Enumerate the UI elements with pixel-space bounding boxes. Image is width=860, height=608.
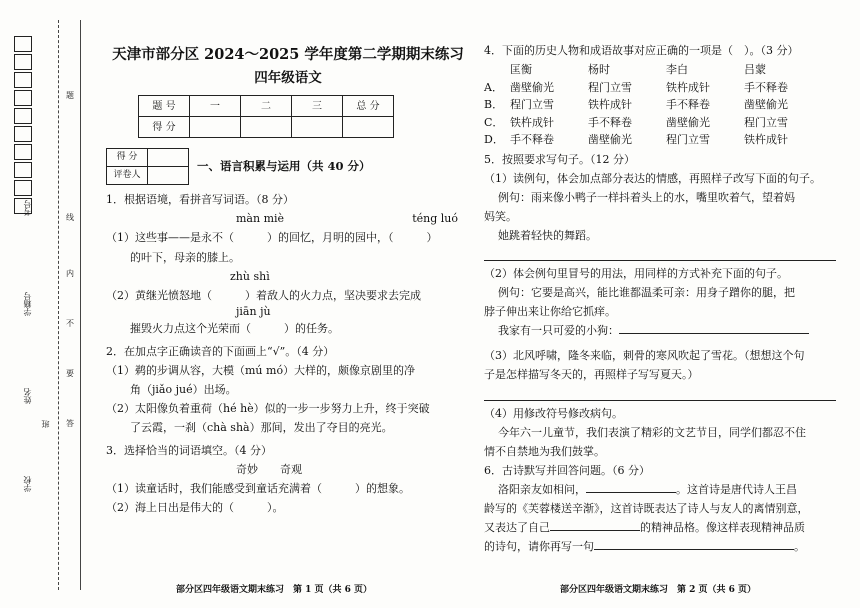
question-2-stem: 2．在加点字正确读音的下面画上“√”。（4 分）	[106, 344, 335, 358]
page-2-column	[484, 40, 836, 557]
q5-part-1: （1）读例句，体会加点部分表达的情感，再照样子改写下面的句子。	[484, 172, 821, 186]
idiom-cell: 凿壁偷光	[666, 115, 710, 129]
pinyin: màn miè	[236, 212, 285, 226]
pinyin-row	[106, 210, 470, 227]
section-heading: 一、语言积累与运用（共 40 分）	[197, 158, 371, 173]
q6-line-1	[484, 481, 836, 498]
seal-char: 题	[66, 91, 74, 100]
pinyin: zhù shì	[230, 269, 270, 283]
idiom-cell: 凿壁偷光	[588, 133, 632, 147]
q3-sentence: （1）读童话时，我们能感受到童话充满着（ ）的想象。	[106, 482, 410, 496]
label-class: 班	[41, 420, 50, 428]
page-1-column	[106, 40, 470, 518]
question-4-stem: 4．下面的历史人物和成语故事对应正确的一项是（ ）。（3 分）	[484, 44, 799, 57]
q4-names-row	[484, 61, 836, 79]
footer-page-2: 部分区四年级语文期末练习 第 2 页（共 6 页）	[560, 585, 757, 595]
question-3-stem: 3．选择恰当的词语填空。（4 分）	[106, 444, 272, 458]
q5-sentence	[484, 322, 836, 339]
grader-name-cell[interactable]	[148, 167, 189, 185]
option-letter: C．	[484, 115, 504, 129]
label-student-id: 学籍号	[23, 292, 32, 316]
option-letter: A．	[484, 80, 503, 94]
idiom-cell: 手不释卷	[666, 98, 710, 112]
q6-text: 的诗句，请你再写一句	[484, 539, 594, 553]
q2-sentence: （2）太阳像负着重荷（hé hè）似的一步一步努力上升，终于突破	[106, 401, 430, 415]
answer-line[interactable]	[484, 246, 836, 261]
idiom-cell: 铁杵成针	[744, 133, 788, 147]
seal-line	[58, 20, 60, 590]
score-header: 题 号	[139, 96, 190, 117]
seal-char: 内	[66, 269, 74, 278]
q4-option-row[interactable]	[484, 131, 836, 149]
pinyin: jiān jù	[236, 304, 271, 318]
q2-sentence-cont: 角（jiǎo jué）出场。	[130, 382, 237, 396]
q5-part-4: （4）用修改符号修改病句。	[484, 406, 623, 420]
pinyin: téng luó	[412, 212, 458, 226]
score-header: 总 分	[343, 96, 394, 117]
seal-char: 答	[66, 419, 74, 428]
question-6-stem: 6．古诗默写并回答问题。（6 分）	[484, 463, 650, 477]
border-line	[80, 20, 82, 590]
exam-title: 天津市部分区 2024～2025 学年度第二学期期末练习	[112, 46, 464, 63]
idiom-cell: 铁杵成针	[588, 98, 632, 112]
q4-option-row[interactable]	[484, 79, 836, 97]
q2-sentence: （1）鹈的步调从容，大模（mú mó）大样的，颇像京剧里的净	[106, 363, 416, 377]
answer-blank[interactable]	[586, 492, 676, 493]
answer-blank[interactable]	[619, 333, 809, 334]
idiom-cell: 程门立雪	[510, 98, 554, 112]
q4-option-row[interactable]	[484, 114, 836, 132]
idiom-cell: 手不释卷	[588, 115, 632, 129]
q4-option-row[interactable]	[484, 96, 836, 114]
answer-blank[interactable]	[550, 530, 640, 531]
q2-sentence-cont: 了云霞，一刹（chà shà）那间，发出了夺目的亮光。	[130, 421, 393, 434]
label-school: 学校	[23, 476, 32, 492]
name-cell: 吕蒙	[744, 63, 766, 77]
q5-part-3-cont: 子是怎样描写冬天的，再照样子写写夏天。）	[484, 368, 699, 382]
idiom-cell: 凿壁偷光	[510, 80, 554, 94]
grader-table	[106, 148, 189, 185]
q5-sick-sentence: 今年六一儿童节，我们表演了精彩的文艺节目，同学们都忍不住	[498, 425, 806, 439]
grader-score-cell[interactable]	[148, 149, 189, 167]
q1-sentence: （2）黄继光愤怒地（ ）着敌人的火力点，坚决要求去完成	[106, 288, 421, 302]
idiom-cell: 程门立雪	[744, 115, 788, 129]
option-cell	[484, 61, 510, 79]
q5-example: 例句：雨来像小鸭子一样抖着头上的水，嘴里吹着气，望着妈	[498, 191, 795, 205]
q5-sick-sentence-cont: 情不自禁地为我们鼓掌。	[484, 444, 605, 458]
q1-sentence-cont: 的叶下，母亲的膝上。	[130, 250, 240, 264]
score-header: 一	[190, 96, 241, 117]
q5-part-3: （3）北风呼啸，隆冬来临，刺骨的寒风吹起了雪花。（想想这个句	[484, 349, 805, 363]
q1-sentence-cont: 摧毁火力点这个光荣而（ ）的任务。	[130, 321, 339, 335]
q5-sentence-text: 我家有一只可爱的小狗：	[498, 324, 619, 338]
q6-text: 的精神品格。像这样表现精神品质	[640, 520, 805, 534]
q6-text: 。这首诗是唐代诗人王昌	[676, 482, 797, 496]
idiom-cell: 程门立雪	[666, 133, 710, 147]
q6-text: 。	[794, 539, 805, 553]
idiom-cell: 凿壁偷光	[744, 98, 788, 112]
q5-part-2: （2）体会例句里冒号的用法，用同样的方式补充下面的句子。	[484, 267, 788, 281]
idiom-cell: 手不释卷	[744, 80, 788, 94]
idiom-cell: 程门立雪	[588, 80, 632, 94]
q3-sentence: （2）海上日出是伟大的（ ）。	[106, 501, 284, 515]
label-exam-number: 考号	[23, 200, 32, 216]
idiom-cell: 铁杵成针	[510, 115, 554, 129]
score-cell[interactable]	[190, 117, 241, 138]
q6-line-3	[484, 519, 836, 536]
footer-page-1: 部分区四年级语文期末练习 第 1 页（共 6 页）	[176, 585, 373, 595]
q5-example: 例句：它要是高兴，能比谁都温柔可亲：用身子蹭你的腿，把	[498, 286, 795, 300]
q6-text: 洛阳亲友如相问，	[498, 482, 586, 496]
score-cell[interactable]	[343, 117, 394, 138]
option-letter: B．	[484, 98, 504, 112]
q6-line-2: 龄写的《芙蓉楼送辛渐》，这首诗既表达了诗人与友人的离情别意，	[484, 501, 809, 515]
idiom-cell: 铁杵成针	[666, 80, 710, 94]
question-1-stem: 1．根据语境，看拼音写词语。（8 分）	[106, 193, 294, 207]
section-grader	[106, 148, 470, 185]
binding-margin	[0, 0, 98, 608]
option-letter: D．	[484, 133, 504, 147]
question-5-stem: 5．按照要求写句子。（12 分）	[484, 153, 635, 167]
q4-options	[484, 79, 836, 149]
score-cell[interactable]	[241, 117, 292, 138]
q5-example-cont: 妈笑。	[484, 210, 517, 224]
answer-line[interactable]	[484, 386, 836, 401]
score-table	[138, 95, 394, 138]
name-cell: 李白	[666, 63, 688, 77]
q5-example-cont: 脖子伸出来让你给它抓痒。	[484, 305, 616, 319]
idiom-cell: 手不释卷	[510, 133, 554, 147]
seal-char: 要	[66, 369, 74, 378]
label-name: 姓名	[23, 388, 32, 404]
word-choices: 奇妙 奇观	[236, 463, 302, 477]
score-header: 二	[241, 96, 292, 117]
name-cell: 匡衡	[510, 63, 532, 77]
exam-subtitle: 四年级语文	[254, 70, 322, 87]
score-row-label: 得 分	[139, 117, 190, 138]
q1-sentence: （1）这些事——是永不（ ）的回忆，月明的园中，（ ）	[106, 231, 438, 245]
name-cell: 杨时	[588, 63, 610, 77]
seal-char: 不	[66, 319, 74, 328]
score-header: 三	[292, 96, 343, 117]
q6-text: 又表达了自己	[484, 520, 550, 534]
grader-name-label: 评卷人	[107, 167, 148, 185]
grader-score-label: 得 分	[107, 149, 148, 167]
q5-sentence: 她跳着轻快的舞蹈。	[498, 229, 597, 243]
score-cell[interactable]	[292, 117, 343, 138]
answer-blank[interactable]	[594, 549, 794, 550]
seal-char: 线	[66, 213, 74, 222]
exam-number-boxes	[14, 36, 32, 216]
q6-line-4	[484, 538, 836, 555]
